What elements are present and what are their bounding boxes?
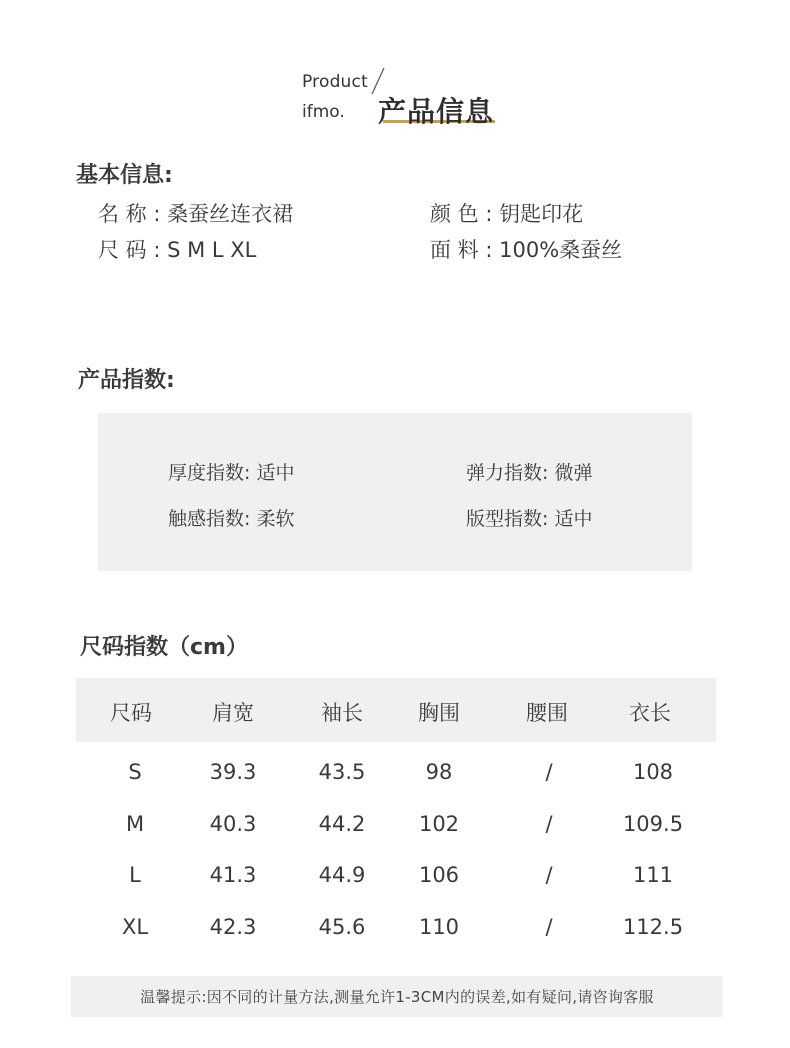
size-table-cell: /: [545, 863, 553, 887]
size-table-cell: 98: [425, 760, 453, 784]
info-size-label: 尺 码 :: [98, 238, 161, 262]
info-color-row: [430, 198, 583, 228]
size-table-cell: 112.5: [622, 915, 684, 939]
info-fabric-value: 100%桑蚕丝: [499, 238, 623, 262]
info-size-value: S M L XL: [167, 238, 257, 262]
info-name-label: 名 称 :: [98, 202, 161, 226]
info-fabric-label: 面 料 :: [430, 238, 493, 262]
size-table-header-cell: 胸围: [418, 701, 460, 725]
info-name-row: [98, 198, 293, 228]
info-color-label: 颜 色 :: [430, 202, 493, 226]
size-table-heading: 尺码指数（cm）: [80, 635, 248, 660]
measurement-note: 温馨提示:因不同的计量方法,测量允许1-3CM内的误差,如有疑问,请咨询客服: [140, 988, 654, 1006]
size-table-cell: 111: [632, 863, 674, 887]
info-name-value: 桑蚕丝连衣裙: [167, 202, 294, 226]
size-table-cell: /: [545, 915, 553, 939]
info-color-value: 钥匙印花: [499, 202, 584, 226]
size-table-cell: 102: [418, 812, 460, 836]
header-ifmo-label: ifmo.: [302, 102, 345, 122]
size-table-cell: 42.3: [209, 915, 257, 939]
size-table-header-cell: 肩宽: [212, 701, 254, 725]
index-fit: 版型指数: 适中: [466, 508, 593, 530]
product-index-heading: 产品指数:: [78, 368, 175, 393]
size-table-cell: 39.3: [209, 760, 257, 784]
index-thickness: 厚度指数: 适中: [168, 462, 295, 484]
basic-info-heading: 基本信息:: [76, 163, 173, 188]
size-table-header-cell: 衣长: [629, 701, 671, 725]
size-table-cell: /: [545, 760, 553, 784]
size-table-header-cell: 尺码: [110, 701, 152, 725]
size-table-cell: 108: [632, 760, 674, 784]
size-table-header-cell: 腰围: [526, 701, 568, 725]
header-product-label: Product: [302, 72, 368, 92]
size-table-cell: L: [129, 863, 141, 887]
size-table-cell: M: [125, 812, 145, 836]
size-table-cell: S: [128, 760, 142, 784]
size-table-cell: 109.5: [622, 812, 684, 836]
page-title: 产品信息: [378, 95, 495, 128]
index-touch: 触感指数: 柔软: [168, 508, 295, 530]
size-table-cell: XL: [121, 915, 149, 939]
size-table-cell: 43.5: [318, 760, 366, 784]
size-table-cell: 40.3: [209, 812, 257, 836]
product-index-panel: [98, 413, 692, 571]
index-elasticity: 弹力指数: 微弹: [466, 462, 593, 484]
size-table-cell: 45.6: [318, 915, 366, 939]
size-table-cell: 110: [418, 915, 460, 939]
size-table-cell: 106: [418, 863, 460, 887]
size-table-cell: 41.3: [209, 863, 257, 887]
size-table-cell: 44.9: [318, 863, 366, 887]
info-fabric-row: [430, 234, 622, 264]
size-table-header-cell: 袖长: [321, 701, 363, 725]
info-size-row: [98, 234, 256, 264]
size-table-cell: /: [545, 812, 553, 836]
size-table-cell: 44.2: [318, 812, 366, 836]
